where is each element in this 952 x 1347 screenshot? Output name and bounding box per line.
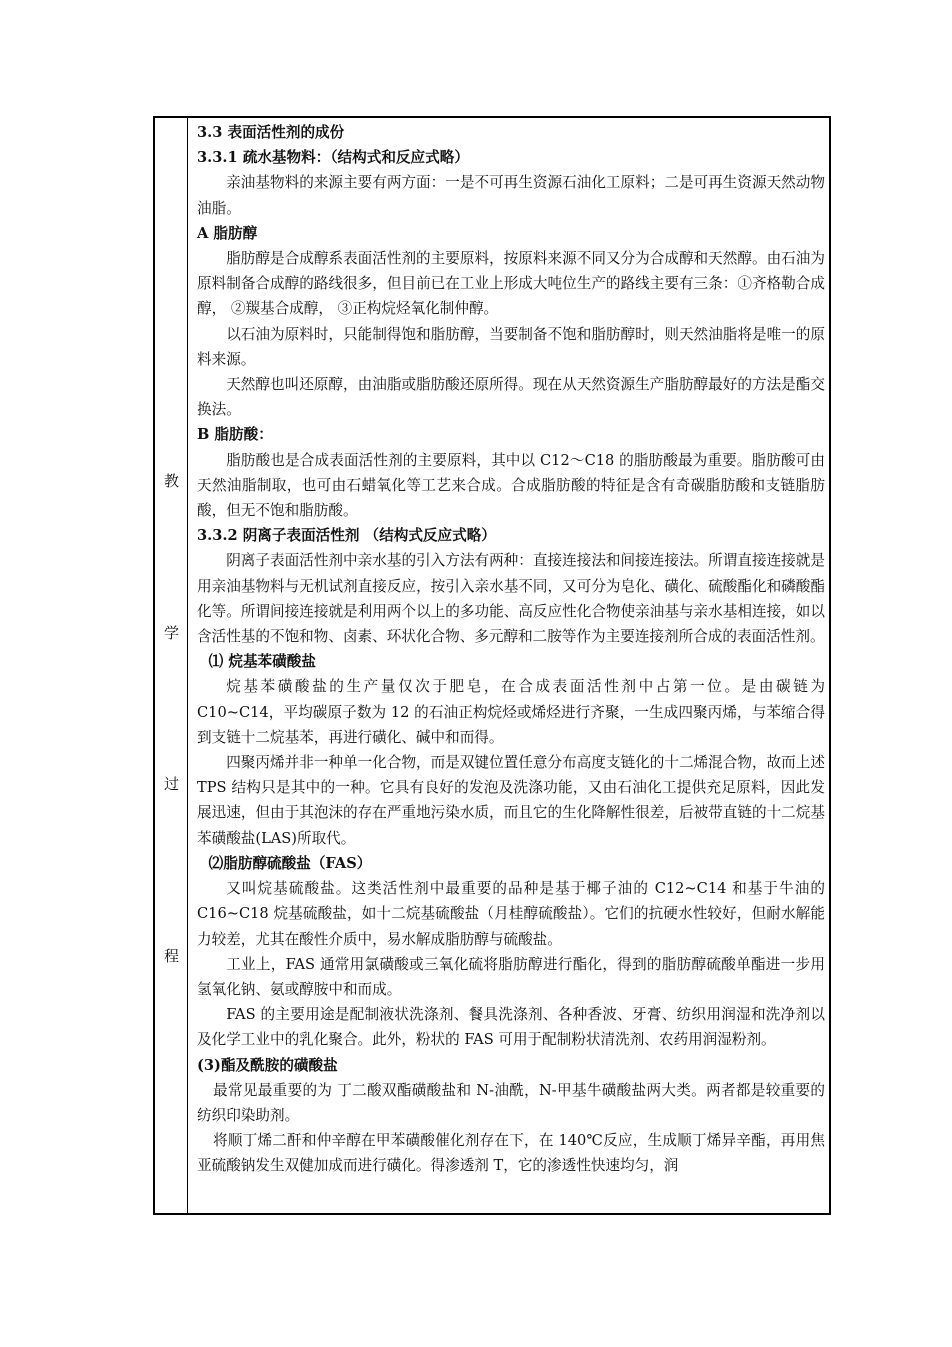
- paragraph: 阴离子表面活性剂中亲水基的引入方法有两种：直接连接法和间接连接法。所谓直接连接就是用亲油基物料与无机试剂直接反应，按引入亲水基不同，又可分为皂化、磺化、硫酸酯化和磷酸酯化等。所谓间接连接就是利用两个以上的多功能、高反应性化合物使亲油基与亲水基相连接，如以含活性基的不饱和物、卤素、环状化合物、多元醇和二胺等作为主要连接剂所合成的表面活性剂。: [197, 552, 825, 646]
- subsection-heading: 3.3.2 阴离子表面活性剂 （结构式反应式略）: [197, 527, 496, 545]
- side-char-cheng: 程: [163, 947, 179, 965]
- paragraph: 以石油为原料时，只能制得饱和脂肪醇，当要制备不饱和脂肪醇时，则天然油脂将是唯一的原料来源。: [197, 325, 825, 368]
- item-heading: (3)酯及酰胺的磺酸盐: [197, 1056, 338, 1074]
- paragraph: 脂肪酸也是合成表面活性剂的主要原料，其中以 C12～C18 的脂肪酸最为重要。脂肪酸可由天然油脂制取，也可由石蜡氧化等工艺来合成。合成脂肪酸的特征是含有奇碳脂肪酸和支链脂肪酸，但无不饱和脂肪酸。: [197, 451, 825, 520]
- subsection-heading: 3.3.1 疏水基物料：（结构式和反应式略）: [197, 149, 469, 167]
- paragraph: 又叫烷基硫酸盐。这类活性剂中最重要的品种是基于椰子油的 C12~C14 和基于牛油的 C16~C18 烷基硫酸盐，如十二烷基硫酸盐（月桂醇硫酸盐）。它们的抗硬水性较好，但耐水解能力较差，尤其在酸性介质中，易水解成脂肪醇与硫酸盐。: [197, 880, 825, 948]
- item-heading: ⑵脂肪醇硫酸盐（FAS）: [208, 854, 372, 872]
- section-heading: 3.3 表面活性剂的成份: [197, 124, 345, 141]
- paragraph: 脂肪醇是合成醇系表面活性剂的主要原料，按原料来源不同又分为合成醇和天然醇。由石油为原料制备合成醇的路线很多，但目前已在工业上形成大吨位生产的路线主要有三条：①齐格勒合成醇， ②羰基合成醇， ③正构烷烃氧化制仲醇。: [197, 250, 825, 318]
- paragraph: FAS 的主要用途是配制液状洗涤剂、餐具洗涤剂、各种香波、牙膏、纺织用润湿和洗净剂以及化学工业中的乳化聚合。此外，粉状的 FAS 可用于配制粉状清洗剂、农药用润湿粉剂。: [197, 1006, 825, 1049]
- side-char-xue: 学: [163, 624, 179, 642]
- paragraph: 天然醇也叫还原醇，由油脂或脂肪酸还原所得。现在从天然资源生产脂肪醇最好的方法是酯交换法。: [197, 376, 825, 419]
- paragraph: 烷基苯磺酸盐的生产量仅次于肥皂，在合成表面活性剂中占第一位。是由碳链为 C10~C14，平均碳原子数为 12 的石油正构烷烃或烯烃进行齐聚，一生成四聚丙烯，与苯缩合得到支链十二烷基苯，再进行磺化、碱中和而得。: [197, 678, 825, 746]
- content-column: [197, 120, 825, 1179]
- paragraph: 四聚丙烯并非一种单一化合物，而是双键位置任意分布高度支链化的十二烯混合物，故而上述 TPS 结构只是其中的一种。它具有良好的发泡及洗涤功能，又由石油化工提供充足原料，因此发展迅速，但由于其泡沫的存在严重地污染水质，而且它的生化降解性很差，后被带直链的十二烷基苯磺酸盐(LAS)所取代。: [197, 754, 825, 847]
- side-char-jiao: 教: [163, 472, 179, 490]
- paragraph: 亲油基物料的来源主要有两方面：一是不可再生资源石油化工原料；二是可再生资源天然动物油脂。: [197, 174, 825, 217]
- lesson-table: [153, 116, 831, 1215]
- item-heading: ⑴ 烷基苯磺酸盐: [208, 653, 316, 671]
- paragraph: 将顺丁烯二酐和仲辛醇在甲苯磺酸催化剂存在下，在 140℃反应，生成顺丁烯异辛酯，再用焦亚硫酸钠发生双健加成而进行磺化。得渗透剂 T，它的渗透性快速均匀，润: [197, 1132, 825, 1175]
- item-heading: B 脂肪酸：: [197, 426, 273, 444]
- paragraph: 最常见最重要的为 丁二酸双酯磺酸盐和 N-油酰，N-甲基牛磺酸盐两大类。两者都是较重要的纺织印染助剂。: [197, 1081, 825, 1124]
- paragraph: 工业上，FAS 通常用氯磺酸或三氧化硫将脂肪醇进行酯化，得到的脂肪醇硫酸单酯进一步用氢氧化钠、氨或醇胺中和而成。: [197, 955, 825, 998]
- item-heading: A 脂肪醇: [197, 224, 258, 242]
- side-label-column: [155, 118, 188, 1213]
- side-char-guo: 过: [163, 775, 179, 793]
